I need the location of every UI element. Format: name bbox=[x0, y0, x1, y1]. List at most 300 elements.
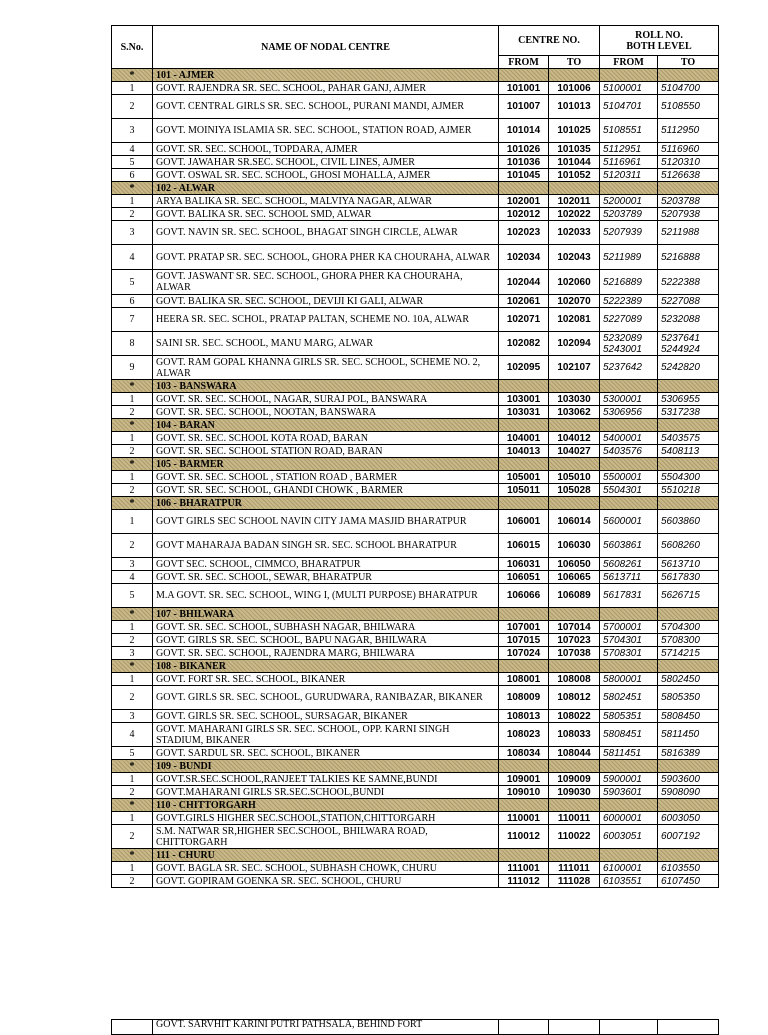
row-sno: 1 bbox=[112, 393, 153, 406]
table-row bbox=[112, 295, 719, 308]
table-row bbox=[112, 484, 719, 497]
district-marker: * bbox=[112, 419, 153, 432]
roll-to: 5504300 bbox=[658, 471, 719, 484]
table-row bbox=[112, 169, 719, 182]
table-row bbox=[112, 445, 719, 458]
roll-to: 5222388 bbox=[658, 270, 719, 295]
roll-to: 5126638 bbox=[658, 169, 719, 182]
table-row bbox=[112, 406, 719, 419]
nodal-centre-name: GOVT. SR. SEC. SCHOOL, GHANDI CHOWK , BARMER bbox=[153, 484, 499, 497]
table-row bbox=[112, 647, 719, 660]
roll-to: 5104700 bbox=[658, 82, 719, 95]
table-row bbox=[112, 221, 719, 245]
centre-from: 110012 bbox=[499, 825, 549, 849]
centre-to: 108008 bbox=[549, 673, 600, 686]
row-sno: 1 bbox=[112, 673, 153, 686]
centre-from: 108034 bbox=[499, 747, 549, 760]
roll-from: 5603861 bbox=[600, 534, 658, 558]
roll-from: 5104701 bbox=[600, 95, 658, 119]
roll-from: 5903601 bbox=[600, 786, 658, 799]
district-name: 105 - BARMER bbox=[153, 458, 499, 471]
table-row bbox=[112, 332, 719, 356]
nodal-centre-name: GOVT. GOPIRAM GOENKA SR. SEC. SCHOOL, CHURU bbox=[153, 875, 499, 888]
centre-to: 108012 bbox=[549, 686, 600, 710]
nodal-centre-name: GOVT. SR. SEC. SCHOOL KOTA ROAD, BARAN bbox=[153, 432, 499, 445]
nodal-centre-name: GOVT. RAJENDRA SR. SEC. SCHOOL, PAHAR GANJ, AJMER bbox=[153, 82, 499, 95]
nodal-centre-name: GOVT. BALIKA SR. SEC. SCHOOL, DEVIJI KI GALI, ALWAR bbox=[153, 295, 499, 308]
district-marker: * bbox=[112, 799, 153, 812]
roll-from: 5237642 bbox=[600, 356, 658, 380]
district-name: 107 - BHILWARA bbox=[153, 608, 499, 621]
roll-to: 5613710 bbox=[658, 558, 719, 571]
roll-to: 5805350 bbox=[658, 686, 719, 710]
centre-to: 110011 bbox=[549, 812, 600, 825]
table-row bbox=[112, 308, 719, 332]
roll-to: 5116960 bbox=[658, 143, 719, 156]
nodal-centre-name: GOVT.MAHARANI GIRLS SR.SEC.SCHOOL,BUNDI bbox=[153, 786, 499, 799]
row-sno: 5 bbox=[112, 747, 153, 760]
district-marker: * bbox=[112, 760, 153, 773]
roll-from: 5500001 bbox=[600, 471, 658, 484]
centre-from: 108001 bbox=[499, 673, 549, 686]
centre-to: 109009 bbox=[549, 773, 600, 786]
header-roll-no: ROLL NO. BOTH LEVEL bbox=[600, 26, 719, 56]
nodal-centre-name: GOVT SEC. SCHOOL, CIMMCO, BHARATPUR bbox=[153, 558, 499, 571]
centre-from: 104001 bbox=[499, 432, 549, 445]
centre-to: 107014 bbox=[549, 621, 600, 634]
nodal-centre-name: ARYA BALIKA SR. SEC. SCHOOL, MALVIYA NAGAR, ALWAR bbox=[153, 195, 499, 208]
roll-from: 5222389 bbox=[600, 295, 658, 308]
centre-from: 104013 bbox=[499, 445, 549, 458]
centre-from: 102044 bbox=[499, 270, 549, 295]
roll-to: 5608260 bbox=[658, 534, 719, 558]
district-header-row bbox=[112, 608, 719, 621]
district-header-row bbox=[112, 799, 719, 812]
centre-to: 102022 bbox=[549, 208, 600, 221]
table-row bbox=[112, 471, 719, 484]
centre-from: 106001 bbox=[499, 510, 549, 534]
table-row bbox=[112, 673, 719, 686]
centre-from: 107024 bbox=[499, 647, 549, 660]
centre-to: 111028 bbox=[549, 875, 600, 888]
centre-from: 102034 bbox=[499, 245, 549, 270]
roll-to: 5237641 5244924 bbox=[658, 332, 719, 356]
nodal-centre-table bbox=[111, 25, 719, 888]
district-header-row bbox=[112, 849, 719, 862]
row-sno: 4 bbox=[112, 245, 153, 270]
roll-from: 5200001 bbox=[600, 195, 658, 208]
centre-to: 105028 bbox=[549, 484, 600, 497]
district-marker: * bbox=[112, 608, 153, 621]
row-sno: 1 bbox=[112, 773, 153, 786]
nodal-centre-name: GOVT. BALIKA SR. SEC. SCHOOL SMD, ALWAR bbox=[153, 208, 499, 221]
centre-from: 101014 bbox=[499, 119, 549, 143]
centre-from: 102023 bbox=[499, 221, 549, 245]
nodal-centre-name: GOVT. SR. SEC. SCHOOL, SUBHASH NAGAR, BHILWARA bbox=[153, 621, 499, 634]
centre-to: 107023 bbox=[549, 634, 600, 647]
nodal-centre-name: GOVT.GIRLS HIGHER SEC.SCHOOL,STATION,CHITTORGARH bbox=[153, 812, 499, 825]
row-sno: 2 bbox=[112, 875, 153, 888]
centre-to: 107038 bbox=[549, 647, 600, 660]
header-sno: S.No. bbox=[112, 26, 153, 69]
district-marker: * bbox=[112, 182, 153, 195]
roll-from: 5808451 bbox=[600, 723, 658, 747]
row-sno: 4 bbox=[112, 723, 153, 747]
centre-from: 101036 bbox=[499, 156, 549, 169]
centre-from: 105011 bbox=[499, 484, 549, 497]
roll-from: 5600001 bbox=[600, 510, 658, 534]
roll-from: 5403576 bbox=[600, 445, 658, 458]
centre-to: 106089 bbox=[549, 584, 600, 608]
centre-to: 101035 bbox=[549, 143, 600, 156]
district-marker: * bbox=[112, 497, 153, 510]
district-marker: * bbox=[112, 660, 153, 673]
table-row bbox=[112, 356, 719, 380]
roll-from: 6003051 bbox=[600, 825, 658, 849]
table-row bbox=[112, 634, 719, 647]
centre-to: 110022 bbox=[549, 825, 600, 849]
district-name: 111 - CHURU bbox=[153, 849, 499, 862]
roll-from: 5203789 bbox=[600, 208, 658, 221]
centre-from: 111012 bbox=[499, 875, 549, 888]
roll-to: 5227088 bbox=[658, 295, 719, 308]
header-centre-from: FROM bbox=[499, 56, 549, 69]
centre-from: 103031 bbox=[499, 406, 549, 419]
roll-from: 5800001 bbox=[600, 673, 658, 686]
roll-to: 5216888 bbox=[658, 245, 719, 270]
district-name: 108 - BIKANER bbox=[153, 660, 499, 673]
centre-to: 111011 bbox=[549, 862, 600, 875]
roll-to: 5408113 bbox=[658, 445, 719, 458]
row-sno: 5 bbox=[112, 156, 153, 169]
district-header-row bbox=[112, 380, 719, 393]
roll-to: 5908090 bbox=[658, 786, 719, 799]
nodal-centre-name: GOVT. RAM GOPAL KHANNA GIRLS SR. SEC. SCHOOL, SCHEME NO. 2, ALWAR bbox=[153, 356, 499, 380]
centre-to: 101013 bbox=[549, 95, 600, 119]
row-sno: 2 bbox=[112, 445, 153, 458]
centre-to: 102081 bbox=[549, 308, 600, 332]
roll-from: 5811451 bbox=[600, 747, 658, 760]
roll-from: 5900001 bbox=[600, 773, 658, 786]
table-row bbox=[112, 432, 719, 445]
row-sno: 8 bbox=[112, 332, 153, 356]
centre-from: 102082 bbox=[499, 332, 549, 356]
district-marker: * bbox=[112, 69, 153, 82]
row-sno: 2 bbox=[112, 534, 153, 558]
centre-to: 103030 bbox=[549, 393, 600, 406]
centre-to: 101006 bbox=[549, 82, 600, 95]
centre-to: 102060 bbox=[549, 270, 600, 295]
header-roll-from: FROM bbox=[600, 56, 658, 69]
nodal-centre-name: GOVT. SR. SEC. SCHOOL, NAGAR, SURAJ POL, BANSWARA bbox=[153, 393, 499, 406]
centre-from: 106051 bbox=[499, 571, 549, 584]
roll-to: 5708300 bbox=[658, 634, 719, 647]
roll-to: 5626715 bbox=[658, 584, 719, 608]
roll-from: 5216889 bbox=[600, 270, 658, 295]
row-sno: 1 bbox=[112, 432, 153, 445]
roll-to: 5306955 bbox=[658, 393, 719, 406]
table-row bbox=[112, 812, 719, 825]
row-sno: 3 bbox=[112, 221, 153, 245]
roll-from: 5207939 bbox=[600, 221, 658, 245]
nodal-centre-name: M.A GOVT. SR. SEC. SCHOOL, WING I, (MULTI PURPOSE) BHARATPUR bbox=[153, 584, 499, 608]
roll-to: 5903600 bbox=[658, 773, 719, 786]
district-header-row bbox=[112, 497, 719, 510]
centre-from: 101001 bbox=[499, 82, 549, 95]
centre-from: 102012 bbox=[499, 208, 549, 221]
centre-from: 105001 bbox=[499, 471, 549, 484]
centre-from: 106031 bbox=[499, 558, 549, 571]
row-sno: 3 bbox=[112, 647, 153, 660]
nodal-centre-name: GOVT. SR. SEC. SCHOOL, NOOTAN, BANSWARA bbox=[153, 406, 499, 419]
nodal-centre-name: GOVT.SR.SEC.SCHOOL,RANJEET TALKIES KE SAMNE,BUNDI bbox=[153, 773, 499, 786]
roll-to: 5207938 bbox=[658, 208, 719, 221]
centre-from: 108009 bbox=[499, 686, 549, 710]
nodal-centre-name: GOVT. SARDUL SR. SEC. SCHOOL, BIKANER bbox=[153, 747, 499, 760]
centre-from: 108013 bbox=[499, 710, 549, 723]
roll-to: 5232088 bbox=[658, 308, 719, 332]
roll-from: 5708301 bbox=[600, 647, 658, 660]
nodal-centre-name: GOVT. SR. SEC. SCHOOL , STATION ROAD , BARMER bbox=[153, 471, 499, 484]
row-sno: 7 bbox=[112, 308, 153, 332]
roll-to: 5802450 bbox=[658, 673, 719, 686]
centre-to: 108033 bbox=[549, 723, 600, 747]
centre-to: 102043 bbox=[549, 245, 600, 270]
nodal-centre-name: GOVT. NAVIN SR. SEC. SCHOOL, BHAGAT SINGH CIRCLE, ALWAR bbox=[153, 221, 499, 245]
row-sno: 2 bbox=[112, 786, 153, 799]
table-row bbox=[112, 393, 719, 406]
district-header-row bbox=[112, 69, 719, 82]
table-row bbox=[112, 143, 719, 156]
row-sno: 1 bbox=[112, 812, 153, 825]
centre-from: 109001 bbox=[499, 773, 549, 786]
centre-to: 101052 bbox=[549, 169, 600, 182]
roll-from: 5617831 bbox=[600, 584, 658, 608]
table-row bbox=[112, 156, 719, 169]
nodal-centre-name: SAINI SR. SEC. SCHOOL, MANU MARG, ALWAR bbox=[153, 332, 499, 356]
nodal-centre-name: GOVT. GIRLS SR. SEC. SCHOOL, SURSAGAR, BIKANER bbox=[153, 710, 499, 723]
centre-to: 106050 bbox=[549, 558, 600, 571]
header-roll-to: TO bbox=[658, 56, 719, 69]
centre-from: 102061 bbox=[499, 295, 549, 308]
row-sno: 1 bbox=[112, 82, 153, 95]
nodal-centre-name: GOVT. SR. SEC. SCHOOL, TOPDARA, AJMER bbox=[153, 143, 499, 156]
table-row bbox=[112, 584, 719, 608]
nodal-centre-name: GOVT MAHARAJA BADAN SINGH SR. SEC. SCHOOL BHARATPUR bbox=[153, 534, 499, 558]
roll-to: 5714215 bbox=[658, 647, 719, 660]
roll-to: 5108550 bbox=[658, 95, 719, 119]
table-row bbox=[112, 710, 719, 723]
district-header-row bbox=[112, 458, 719, 471]
centre-to: 106065 bbox=[549, 571, 600, 584]
roll-from: 6103551 bbox=[600, 875, 658, 888]
row-sno: 4 bbox=[112, 143, 153, 156]
roll-from: 5108551 bbox=[600, 119, 658, 143]
row-sno: 1 bbox=[112, 510, 153, 534]
centre-to: 109030 bbox=[549, 786, 600, 799]
roll-from: 5227089 bbox=[600, 308, 658, 332]
roll-to: 6107450 bbox=[658, 875, 719, 888]
centre-from: 101007 bbox=[499, 95, 549, 119]
table-row bbox=[112, 862, 719, 875]
row-sno: 1 bbox=[112, 621, 153, 634]
roll-to: 5603860 bbox=[658, 510, 719, 534]
nodal-centre-name: GOVT. FORT SR. SEC. SCHOOL, BIKANER bbox=[153, 673, 499, 686]
centre-from: 101026 bbox=[499, 143, 549, 156]
table-row bbox=[112, 82, 719, 95]
table-row bbox=[112, 245, 719, 270]
roll-to: 5203788 bbox=[658, 195, 719, 208]
roll-from: 5704301 bbox=[600, 634, 658, 647]
table-row bbox=[112, 723, 719, 747]
roll-to: 5510218 bbox=[658, 484, 719, 497]
table-row bbox=[112, 571, 719, 584]
centre-from: 109010 bbox=[499, 786, 549, 799]
header-centre-no: CENTRE NO. bbox=[499, 26, 600, 56]
centre-from: 102095 bbox=[499, 356, 549, 380]
roll-from: 5232089 5243001 bbox=[600, 332, 658, 356]
district-marker: * bbox=[112, 458, 153, 471]
roll-from: 5400001 bbox=[600, 432, 658, 445]
table-row bbox=[112, 686, 719, 710]
roll-from: 5608261 bbox=[600, 558, 658, 571]
row-sno: 5 bbox=[112, 584, 153, 608]
table-row bbox=[112, 270, 719, 295]
centre-to: 106014 bbox=[549, 510, 600, 534]
nodal-centre-name: GOVT. GIRLS SR. SEC. SCHOOL, BAPU NAGAR, BHILWARA bbox=[153, 634, 499, 647]
district-name: 102 - ALWAR bbox=[153, 182, 499, 195]
nodal-centre-name: GOVT. SR. SEC. SCHOOL, SEWAR, BHARATPUR bbox=[153, 571, 499, 584]
nodal-centre-name: GOVT. GIRLS SR. SEC. SCHOOL, GURUDWARA, RANIBAZAR, BIKANER bbox=[153, 686, 499, 710]
centre-to: 102094 bbox=[549, 332, 600, 356]
centre-to: 101044 bbox=[549, 156, 600, 169]
district-name: 110 - CHITTORGARH bbox=[153, 799, 499, 812]
row-sno: 2 bbox=[112, 406, 153, 419]
table-row bbox=[112, 195, 719, 208]
roll-to: 5704300 bbox=[658, 621, 719, 634]
roll-from: 5306956 bbox=[600, 406, 658, 419]
centre-from: 106066 bbox=[499, 584, 549, 608]
row-sno: 1 bbox=[112, 195, 153, 208]
table-row bbox=[112, 95, 719, 119]
district-header-row bbox=[112, 660, 719, 673]
roll-to: 5808450 bbox=[658, 710, 719, 723]
roll-to: 6007192 bbox=[658, 825, 719, 849]
roll-from: 5805351 bbox=[600, 710, 658, 723]
roll-from: 5120311 bbox=[600, 169, 658, 182]
row-sno: 4 bbox=[112, 571, 153, 584]
roll-from: 6100001 bbox=[600, 862, 658, 875]
centre-to: 106030 bbox=[549, 534, 600, 558]
roll-to: 5112950 bbox=[658, 119, 719, 143]
centre-to: 102011 bbox=[549, 195, 600, 208]
row-sno: 2 bbox=[112, 825, 153, 849]
row-sno: 6 bbox=[112, 295, 153, 308]
centre-from: 111001 bbox=[499, 862, 549, 875]
centre-to: 108022 bbox=[549, 710, 600, 723]
roll-to: 5120310 bbox=[658, 156, 719, 169]
district-name: 103 - BANSWARA bbox=[153, 380, 499, 393]
centre-to: 102070 bbox=[549, 295, 600, 308]
centre-to: 108044 bbox=[549, 747, 600, 760]
nodal-centre-name: GOVT. OSWAL SR. SEC. SCHOOL, GHOSI MOHALLA, AJMER bbox=[153, 169, 499, 182]
nodal-centre-name: GOVT. JAWAHAR SR.SEC. SCHOOL, CIVIL LINES, AJMER bbox=[153, 156, 499, 169]
nodal-centre-name: GOVT. CENTRAL GIRLS SR. SEC. SCHOOL, PURANI MANDI, AJMER bbox=[153, 95, 499, 119]
centre-from: 102001 bbox=[499, 195, 549, 208]
table-row bbox=[112, 786, 719, 799]
district-name: 106 - BHARATPUR bbox=[153, 497, 499, 510]
nodal-centre-name: GOVT. BAGLA SR. SEC. SCHOOL, SUBHASH CHOWK, CHURU bbox=[153, 862, 499, 875]
table-row bbox=[112, 534, 719, 558]
nodal-centre-name: GOVT. JASWANT SR. SEC. SCHOOL, GHORA PHER KA CHOURAHA, ALWAR bbox=[153, 270, 499, 295]
row-sno: 3 bbox=[112, 558, 153, 571]
row-sno: 2 bbox=[112, 484, 153, 497]
table-row bbox=[112, 875, 719, 888]
table-row bbox=[112, 621, 719, 634]
centre-to: 103062 bbox=[549, 406, 600, 419]
roll-to: 6103550 bbox=[658, 862, 719, 875]
roll-from: 5613711 bbox=[600, 571, 658, 584]
nodal-centre-name: S.M. NATWAR SR,HIGHER SEC.SCHOOL, BHILWARA ROAD, CHITTORGARH bbox=[153, 825, 499, 849]
nodal-centre-name: HEERA SR. SEC. SCHOL, PRATAP PALTAN, SCHEME NO. 10A, ALWAR bbox=[153, 308, 499, 332]
roll-from: 5211989 bbox=[600, 245, 658, 270]
district-name: 104 - BARAN bbox=[153, 419, 499, 432]
roll-to: 5816389 bbox=[658, 747, 719, 760]
table-row bbox=[112, 825, 719, 849]
roll-from: 5116961 bbox=[600, 156, 658, 169]
row-sno: 9 bbox=[112, 356, 153, 380]
roll-from: 5300001 bbox=[600, 393, 658, 406]
centre-from: 102071 bbox=[499, 308, 549, 332]
table-body bbox=[112, 69, 719, 888]
centre-to: 102107 bbox=[549, 356, 600, 380]
district-name: 101 - AJMER bbox=[153, 69, 499, 82]
row-sno: 3 bbox=[112, 119, 153, 143]
centre-from: 107001 bbox=[499, 621, 549, 634]
nodal-centre-name: GOVT. MAHARANI GIRLS SR. SEC. SCHOOL, OPP. KARNI SINGH STADIUM, BIKANER bbox=[153, 723, 499, 747]
roll-to: 6003050 bbox=[658, 812, 719, 825]
centre-to: 104012 bbox=[549, 432, 600, 445]
nodal-centre-name: GOVT. SR. SEC. SCHOOL STATION ROAD, BARAN bbox=[153, 445, 499, 458]
district-header-row bbox=[112, 760, 719, 773]
row-sno: 6 bbox=[112, 169, 153, 182]
centre-to: 101025 bbox=[549, 119, 600, 143]
centre-from: 103001 bbox=[499, 393, 549, 406]
roll-from: 6000001 bbox=[600, 812, 658, 825]
next-page-table-fragment bbox=[111, 1019, 719, 1035]
nodal-centre-name: GOVT. MOINIYA ISLAMIA SR. SEC. SCHOOL, STATION ROAD, AJMER bbox=[153, 119, 499, 143]
centre-to: 104027 bbox=[549, 445, 600, 458]
row-sno: 3 bbox=[112, 710, 153, 723]
row-sno: 2 bbox=[112, 686, 153, 710]
district-header-row bbox=[112, 182, 719, 195]
roll-to: 5403575 bbox=[658, 432, 719, 445]
roll-from: 5100001 bbox=[600, 82, 658, 95]
header-centre-to: TO bbox=[549, 56, 600, 69]
row-sno: 5 bbox=[112, 270, 153, 295]
row-sno: 1 bbox=[112, 862, 153, 875]
district-marker: * bbox=[112, 849, 153, 862]
row-sno: 2 bbox=[112, 95, 153, 119]
nodal-centre-name: GOVT. SR. SEC. SCHOOL, RAJENDRA MARG, BHILWARA bbox=[153, 647, 499, 660]
centre-from: 106015 bbox=[499, 534, 549, 558]
row-sno: 2 bbox=[112, 208, 153, 221]
roll-from: 5112951 bbox=[600, 143, 658, 156]
roll-from: 5504301 bbox=[600, 484, 658, 497]
centre-to: 105010 bbox=[549, 471, 600, 484]
roll-to: 5242820 bbox=[658, 356, 719, 380]
centre-from: 110001 bbox=[499, 812, 549, 825]
